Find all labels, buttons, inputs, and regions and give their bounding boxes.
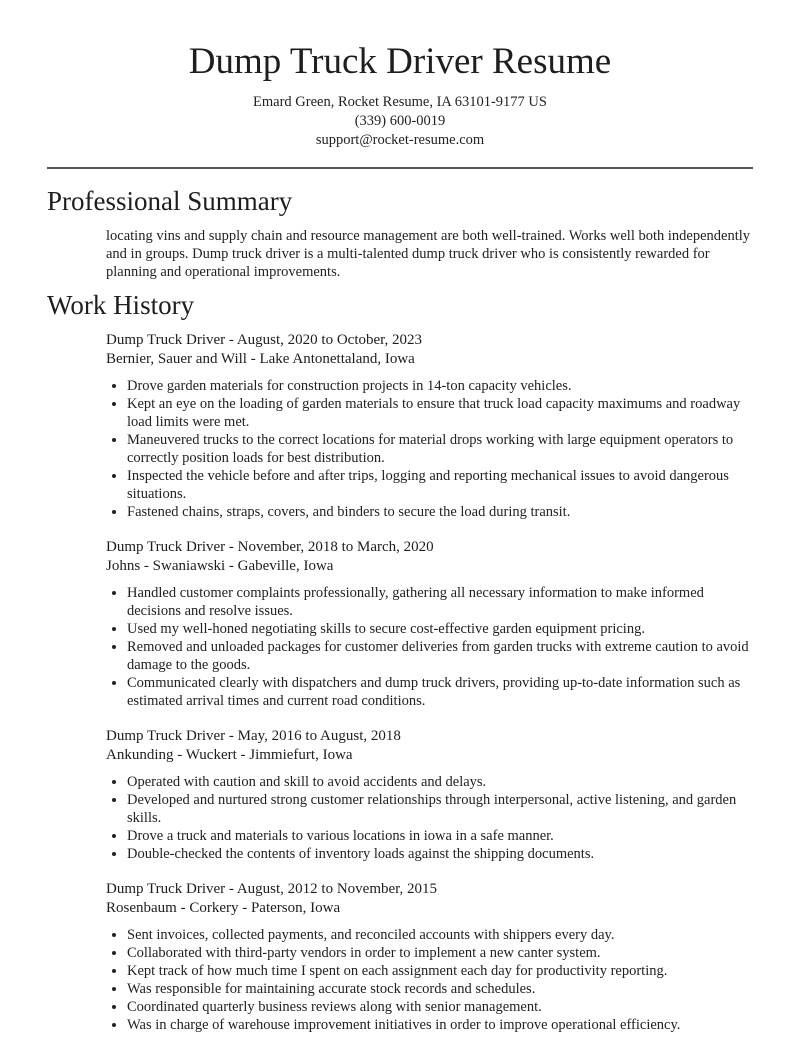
job-title: Dump Truck Driver - August, 2020 to October, 2023 [106,332,423,348]
job-title: Dump Truck Driver - August, 2012 to November, 2015 [106,881,438,897]
job-bullet: • Inspected the vehicle before and after trips, logging and reporting mechanical issues to avoid dangerous situations. [127,467,756,503]
job-bullet: • Kept track of how much time I spent on each assignment each day for productivity reporting. [127,962,756,980]
job-bullet: • Double-checked the contents of inventory loads against the shipping documents. [127,845,756,863]
job-bullet: • Removed and unloaded packages for customer deliveries from garden trucks with extreme caution to avoid damage to the goods. [127,638,756,674]
job-entry [106,538,756,710]
job-bullet: • Communicated clearly with dispatchers and dump truck drivers, providing up-to-date information such as estimated arrival times and current road conditions. [127,674,756,710]
job-entry [106,727,756,863]
job-bullet: • Coordinated quarterly business reviews along with senior management. [127,998,756,1016]
job-company: Johns - Swaniawski - Gabeville, Iowa [106,558,334,574]
job-bullet: • Drove a truck and materials to various locations in iowa in a safe manner. [127,827,756,845]
job-bullets [106,773,756,863]
job-bullet: • Drove garden materials for construction projects in 14-ton capacity vehicles. [127,377,756,395]
job-company: Bernier, Sauer and Will - Lake Antonettaland, Iowa [106,351,415,367]
job-bullet: • Maneuvered trucks to the correct locations for material drops working with large equipment operators to correctly position loads for best distribution. [127,431,756,467]
job-bullets [106,926,756,1034]
summary-heading: Professional Summary [47,186,293,216]
job-bullet: • Handled customer complaints professionally, gathering all necessary information to make informed decisions and resolve issues. [127,584,756,620]
job-title: Dump Truck Driver - November, 2018 to March, 2020 [106,539,434,555]
job-company: Rosenbaum - Corkery - Paterson, Iowa [106,900,341,916]
job-bullet: • Kept an eye on the loading of garden materials to ensure that truck load capacity maximums and roadway load limits were met. [127,395,756,431]
email: support@rocket-resume.com [315,132,485,148]
job-bullets [106,584,756,710]
work-history [106,331,756,1051]
summary-text: locating vins and supply chain and resource management are both well-trained. Works well both independently and in groups. Dump truck driver is a multi-talented dump truck driver who is consistently rewarded for planning and operational improvements. [106,228,751,280]
job-bullets [106,377,756,521]
job-bullet: • Was in charge of warehouse improvement initiatives in order to improve operational efficiency. [127,1016,756,1034]
job-bullet: • Developed and nurtured strong customer relationships through interpersonal, active listening, and garden skills. [127,791,756,827]
divider [47,167,753,169]
job-bullet: • Operated with caution and skill to avoid accidents and delays. [127,773,756,791]
job-bullet: • Collaborated with third-party vendors in order to implement a new canter system. [127,944,756,962]
job-entry [106,880,756,1034]
address: Emard Green, Rocket Resume, IA 63101-9177 US [253,94,547,110]
job-bullet: • Fastened chains, straps, covers, and binders to secure the load during transit. [127,503,756,521]
work-history-heading: Work History [47,290,195,320]
job-entry [106,331,756,521]
resume-title: Dump Truck Driver Resume [188,41,612,82]
phone: (339) 600-0019 [354,113,446,129]
contact-info [0,93,800,150]
job-bullet: • Was responsible for maintaining accurate stock records and schedules. [127,980,756,998]
job-title: Dump Truck Driver - May, 2016 to August, 2018 [106,728,401,744]
job-bullet: • Used my well-honed negotiating skills to secure cost-effective garden equipment pricing. [127,620,756,638]
job-bullet: • Sent invoices, collected payments, and reconciled accounts with shippers every day. [127,926,756,944]
job-company: Ankunding - Wuckert - Jimmiefurt, Iowa [106,747,353,763]
